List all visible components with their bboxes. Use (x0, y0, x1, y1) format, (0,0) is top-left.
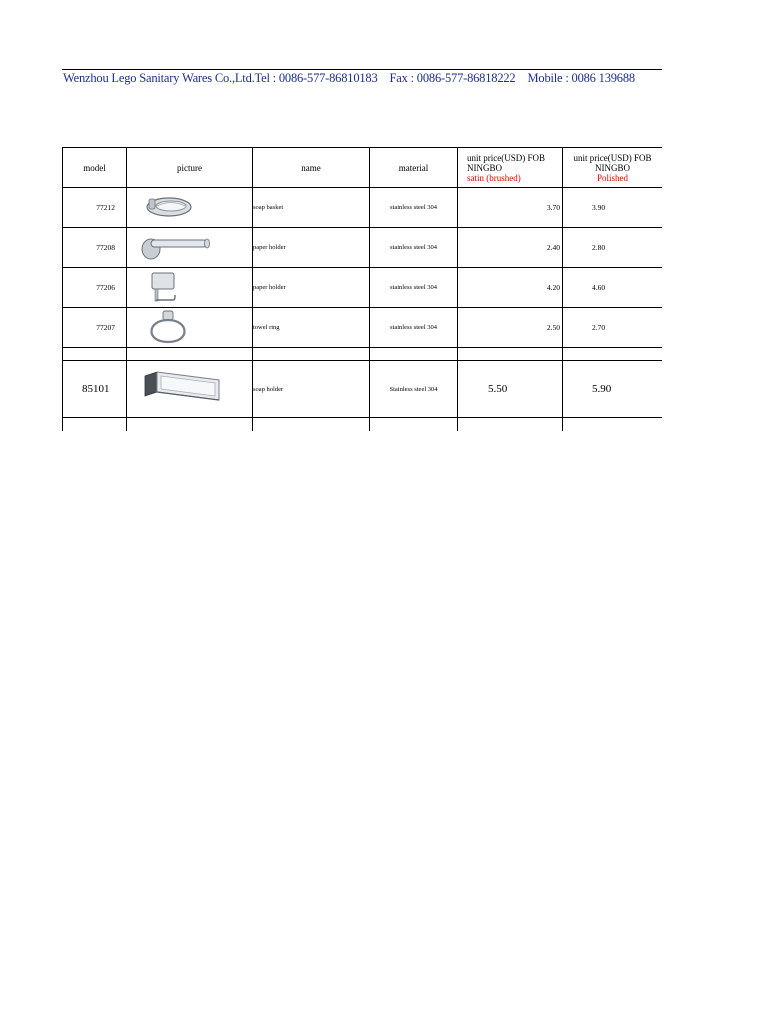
table-row (63, 228, 663, 268)
header-picture: picture (127, 148, 253, 188)
table-row (63, 308, 663, 348)
header-material: material (370, 148, 458, 188)
soap-holder-image (127, 362, 253, 416)
model-cell: 77212 (63, 188, 127, 228)
header-row (63, 148, 663, 188)
model-cell: 85101 (63, 361, 127, 418)
header-price-satin-sub: satin (brushed) (467, 172, 521, 183)
soap-basket-image (127, 189, 253, 227)
picture-cell (127, 361, 253, 418)
header-price-polished-sub: Polished (596, 172, 628, 183)
material-cell: stainless steel 304 (370, 228, 458, 268)
model-cell: 77207 (63, 308, 127, 348)
price-table (62, 147, 662, 431)
table-row (63, 188, 663, 228)
material-cell: stainless steel 304 (370, 268, 458, 308)
header-price-polished (563, 148, 663, 188)
company-mobile: Mobile : 0086 139688 (527, 71, 635, 85)
table-row (63, 361, 663, 418)
price-polished-cell: 2.80 (563, 228, 663, 268)
header-price-satin (458, 148, 563, 188)
name-cell: paper holder (253, 268, 370, 308)
price-satin-cell: 2.40 (458, 228, 563, 268)
model-cell: 77208 (63, 228, 127, 268)
price-polished-cell: 5.90 (563, 361, 663, 418)
towel-ring-image (127, 309, 253, 347)
price-satin-cell: 5.50 (458, 361, 563, 418)
price-polished-cell: 4.60 (563, 268, 663, 308)
empty-row (63, 418, 663, 432)
empty-row (63, 348, 663, 361)
name-cell: soap holder (253, 361, 370, 418)
paper-holder-image (127, 229, 253, 267)
header-rule (62, 69, 662, 70)
picture-cell (127, 188, 253, 228)
name-cell: soap basket (253, 188, 370, 228)
paper-holder-cover-image (127, 269, 253, 307)
header-name: name (253, 148, 370, 188)
name-cell: towel ring (253, 308, 370, 348)
picture-cell (127, 268, 253, 308)
header-model: model (63, 148, 127, 188)
header-price-satin-title: unit price(USD) FOB NINGBO (467, 152, 545, 173)
price-polished-cell: 3.90 (563, 188, 663, 228)
picture-cell (127, 228, 253, 268)
price-sheet (62, 69, 662, 431)
material-cell: stainless steel 304 (370, 308, 458, 348)
price-polished-cell: 2.70 (563, 308, 663, 348)
material-cell: stainless steel 304 (370, 188, 458, 228)
model-cell: 77206 (63, 268, 127, 308)
company-fax: Fax : 0086-577-86818222 (389, 71, 516, 85)
picture-cell (127, 308, 253, 348)
price-satin-cell: 4.20 (458, 268, 563, 308)
company-tel: Wenzhou Lego Sanitary Wares Co.,Ltd.Tel : 0086-577-86810183 (63, 71, 378, 85)
price-satin-cell: 2.50 (458, 308, 563, 348)
table-row (63, 268, 663, 308)
price-satin-cell: 3.70 (458, 188, 563, 228)
company-contact-line (63, 71, 635, 86)
header-price-polished-title: unit price(USD) FOB NINGBO (573, 152, 652, 173)
material-cell: Stainless steel 304 (370, 361, 458, 418)
name-cell: paper holder (253, 228, 370, 268)
